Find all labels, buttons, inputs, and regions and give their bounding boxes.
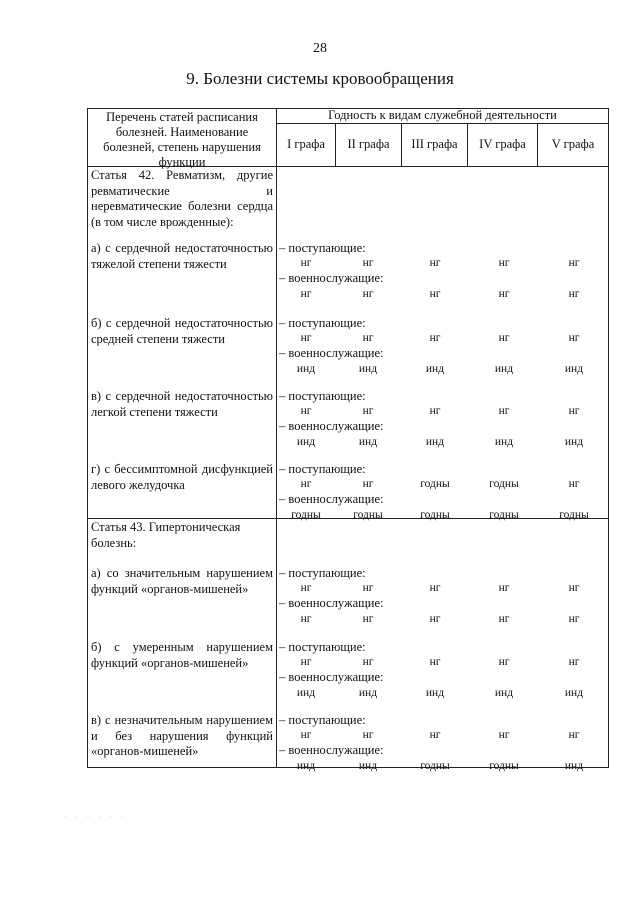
servicemen-value: нг	[362, 288, 374, 300]
applicants-value: нг	[498, 332, 510, 344]
servicemen-value: инд	[425, 687, 445, 699]
servicemen-label: – военнослужащие:	[279, 596, 384, 610]
applicants-value: годны	[420, 478, 450, 490]
applicants-value: нг	[300, 656, 312, 668]
applicants-label: – поступающие:	[279, 566, 366, 580]
section-title: 9. Болезни системы кровообращения	[186, 69, 454, 88]
servicemen-value: инд	[296, 760, 316, 772]
servicemen-value: инд	[296, 687, 316, 699]
servicemen-value: инд	[564, 760, 584, 772]
servicemen-value: инд	[358, 687, 378, 699]
servicemen-value: годны	[353, 509, 383, 521]
condition-text: в) с незначительным нарушением и без нарушения функций «органов-мишеней»	[91, 713, 273, 758]
servicemen-value: инд	[494, 363, 514, 375]
servicemen-value: годны	[489, 509, 519, 521]
servicemen-value: годны	[420, 509, 450, 521]
condition-text: а) со значительным нарушением функций «органов-мишеней»	[91, 566, 273, 596]
servicemen-value: инд	[358, 760, 378, 772]
table-border-right	[608, 108, 609, 768]
scan-noise: · · · · · ·	[64, 812, 127, 822]
applicants-value: нг	[429, 332, 441, 344]
header-group-title: Годность к видам служебной деятельности	[328, 108, 557, 122]
applicants-value: нг	[362, 729, 374, 741]
servicemen-value: инд	[564, 687, 584, 699]
applicants-label: – поступающие:	[279, 316, 366, 330]
servicemen-value: нг	[498, 613, 510, 625]
applicants-label: – поступающие:	[279, 389, 366, 403]
condition-text: б) с умеренным нарушением функций «органов-мишеней»	[91, 640, 273, 670]
servicemen-label: – военнослужащие:	[279, 419, 384, 433]
applicants-value: нг	[429, 656, 441, 668]
servicemen-value: нг	[429, 288, 441, 300]
servicemen-value: инд	[494, 687, 514, 699]
applicants-value: нг	[498, 729, 510, 741]
servicemen-label: – военнослужащие:	[279, 492, 384, 506]
applicants-value: нг	[300, 729, 312, 741]
condition-text: в) с сердечной недостаточностью легкой степени тяжести	[91, 389, 273, 419]
applicants-value: нг	[568, 332, 580, 344]
header-col1-line-2: болезней. Наименование	[115, 125, 249, 139]
applicants-value: нг	[429, 582, 441, 594]
header-col1-line-3: болезней, степень нарушения	[103, 140, 261, 154]
applicants-value: нг	[362, 656, 374, 668]
condition-text: а) с сердечной недостаточностью тяжелой степени тяжести	[91, 241, 273, 271]
applicants-value: нг	[300, 582, 312, 594]
applicants-value: нг	[362, 257, 374, 269]
article-42-title: Статья 42. Ревматизм, другие ревматические и неревматические болезни сердца (в том числе врожденные):	[91, 168, 273, 229]
applicants-value: годны	[489, 478, 519, 490]
header-col-IV: IV графа	[479, 137, 526, 151]
servicemen-label: – военнослужащие:	[279, 670, 384, 684]
applicants-value: нг	[498, 405, 510, 417]
servicemen-value: годны	[291, 509, 321, 521]
applicants-value: нг	[429, 257, 441, 269]
applicants-value: нг	[429, 405, 441, 417]
header-col1-line-1: Перечень статей расписания	[106, 110, 258, 124]
applicants-value: нг	[429, 729, 441, 741]
servicemen-value: годны	[420, 760, 450, 772]
servicemen-value: нг	[498, 288, 510, 300]
applicants-value: нг	[498, 582, 510, 594]
servicemen-value: инд	[296, 436, 316, 448]
page-number: 28	[313, 41, 327, 56]
servicemen-value: нг	[429, 613, 441, 625]
applicants-label: – поступающие:	[279, 241, 366, 255]
applicants-value: нг	[362, 405, 374, 417]
servicemen-value: инд	[358, 363, 378, 375]
applicants-value: нг	[568, 478, 580, 490]
applicants-value: нг	[498, 257, 510, 269]
applicants-value: нг	[300, 332, 312, 344]
header-col-II: II графа	[347, 137, 390, 151]
applicants-value: нг	[362, 582, 374, 594]
servicemen-value: инд	[564, 436, 584, 448]
servicemen-value: годны	[489, 760, 519, 772]
header-col-V: V графа	[551, 137, 595, 151]
applicants-value: нг	[568, 257, 580, 269]
article-43-title: Статья 43. Гипертоническая болезнь:	[91, 520, 241, 550]
applicants-label: – поступающие:	[279, 640, 366, 654]
header-col-III: III графа	[411, 137, 458, 151]
applicants-label: – поступающие:	[279, 462, 366, 476]
applicants-value: нг	[300, 257, 312, 269]
table-border-left	[87, 108, 88, 768]
servicemen-value: инд	[358, 436, 378, 448]
servicemen-value: инд	[296, 363, 316, 375]
table-col-divider	[276, 108, 277, 768]
applicants-value: нг	[300, 405, 312, 417]
applicants-value: нг	[568, 729, 580, 741]
servicemen-value: инд	[564, 363, 584, 375]
servicemen-value: инд	[425, 363, 445, 375]
condition-text: г) с бессимптомной дисфункцией левого желудочка	[91, 462, 273, 492]
servicemen-value: нг	[300, 613, 312, 625]
applicants-value: нг	[568, 405, 580, 417]
applicants-value: нг	[362, 478, 374, 490]
servicemen-label: – военнослужащие:	[279, 271, 384, 285]
servicemen-value: нг	[300, 288, 312, 300]
servicemen-value: нг	[568, 613, 580, 625]
applicants-value: нг	[300, 478, 312, 490]
header-col1-line-4: функции	[158, 155, 206, 169]
applicants-value: нг	[568, 582, 580, 594]
applicants-value: нг	[362, 332, 374, 344]
servicemen-value: нг	[568, 288, 580, 300]
servicemen-label: – военнослужащие:	[279, 346, 384, 360]
applicants-label: – поступающие:	[279, 713, 366, 727]
applicants-value: нг	[568, 656, 580, 668]
servicemen-value: инд	[494, 436, 514, 448]
servicemen-label: – военнослужащие:	[279, 743, 384, 757]
servicemen-value: инд	[425, 436, 445, 448]
servicemen-value: нг	[362, 613, 374, 625]
condition-text: б) с сердечной недостаточностью средней степени тяжести	[91, 316, 273, 346]
applicants-value: нг	[498, 656, 510, 668]
servicemen-value: годны	[559, 509, 589, 521]
header-col-I: I графа	[287, 137, 325, 151]
